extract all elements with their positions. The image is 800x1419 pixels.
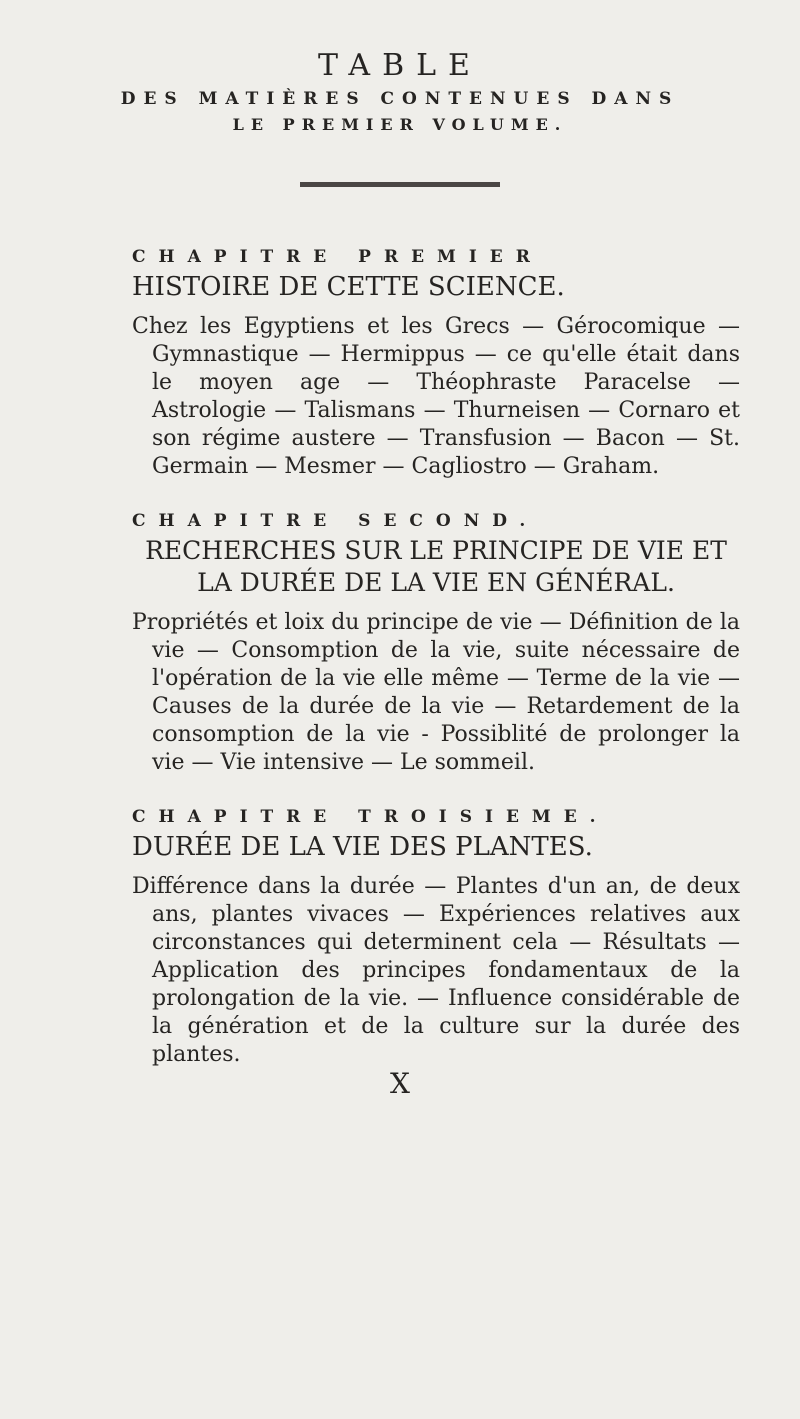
chapter-summary: Différence dans la durée — Plantes d'un an, de deux ans, plantes vivaces — Expériences relatives aux circonstances qui determinent cela — Résultats — Application des principes fondamentaux de la prolongation de la vie. — Influence considérable de la génération et de la culture sur la durée des plantes. [132, 874, 740, 1067]
chapter-summary: Chez les Egyptiens et les Grecs — Gérocomique — Gymnastique — Hermippus — ce qu'elle était dans le moyen age — Théophraste Paracelse — Astrologie — Talismans — Thurneisen — Cornaro et son régime austere — Transfusion — Bacon — St. Germain — Mesmer — Cagliostro — Graham. [132, 314, 740, 479]
chapter-label: CHAPITRE SECOND. [132, 511, 539, 531]
table-subtitle-line2: LE PREMIER VOLUME. [232, 115, 568, 134]
chapter-2 [132, 507, 740, 777]
chapter-3 [132, 803, 740, 1069]
divider-rule [300, 182, 500, 187]
table-subtitle-line1: DES MATIÈRES CONTENUES DANS [120, 89, 680, 109]
page-signature-mark: X [390, 1067, 410, 1100]
chapter-title: HISTOIRE DE CETTE SCIENCE. [132, 272, 565, 302]
chapter-summary: Propriétés et loix du principe de vie — Définition de la vie — Consomption de la vie, suite nécessaire de l'opération de la vie elle même — Terme de la vie — Causes de la durée de la vie — Retardement de la consomption de la vie - Possiblité de prolonger la vie — Vie intensive — Le sommeil. [132, 610, 740, 775]
table-title: TABLE [318, 48, 482, 83]
chapter-title: RECHERCHES SUR LE PRINCIPE DE VIE ET LA DURÉE DE LA VIE EN GÉNÉRAL. [145, 536, 727, 597]
chapter-1 [132, 243, 740, 481]
chapter-title: DURÉE DE LA VIE DES PLANTES. [132, 832, 593, 862]
chapter-label: CHAPITRE PREMIER [132, 247, 543, 267]
chapter-label: CHAPITRE TROISIEME. [132, 807, 609, 827]
